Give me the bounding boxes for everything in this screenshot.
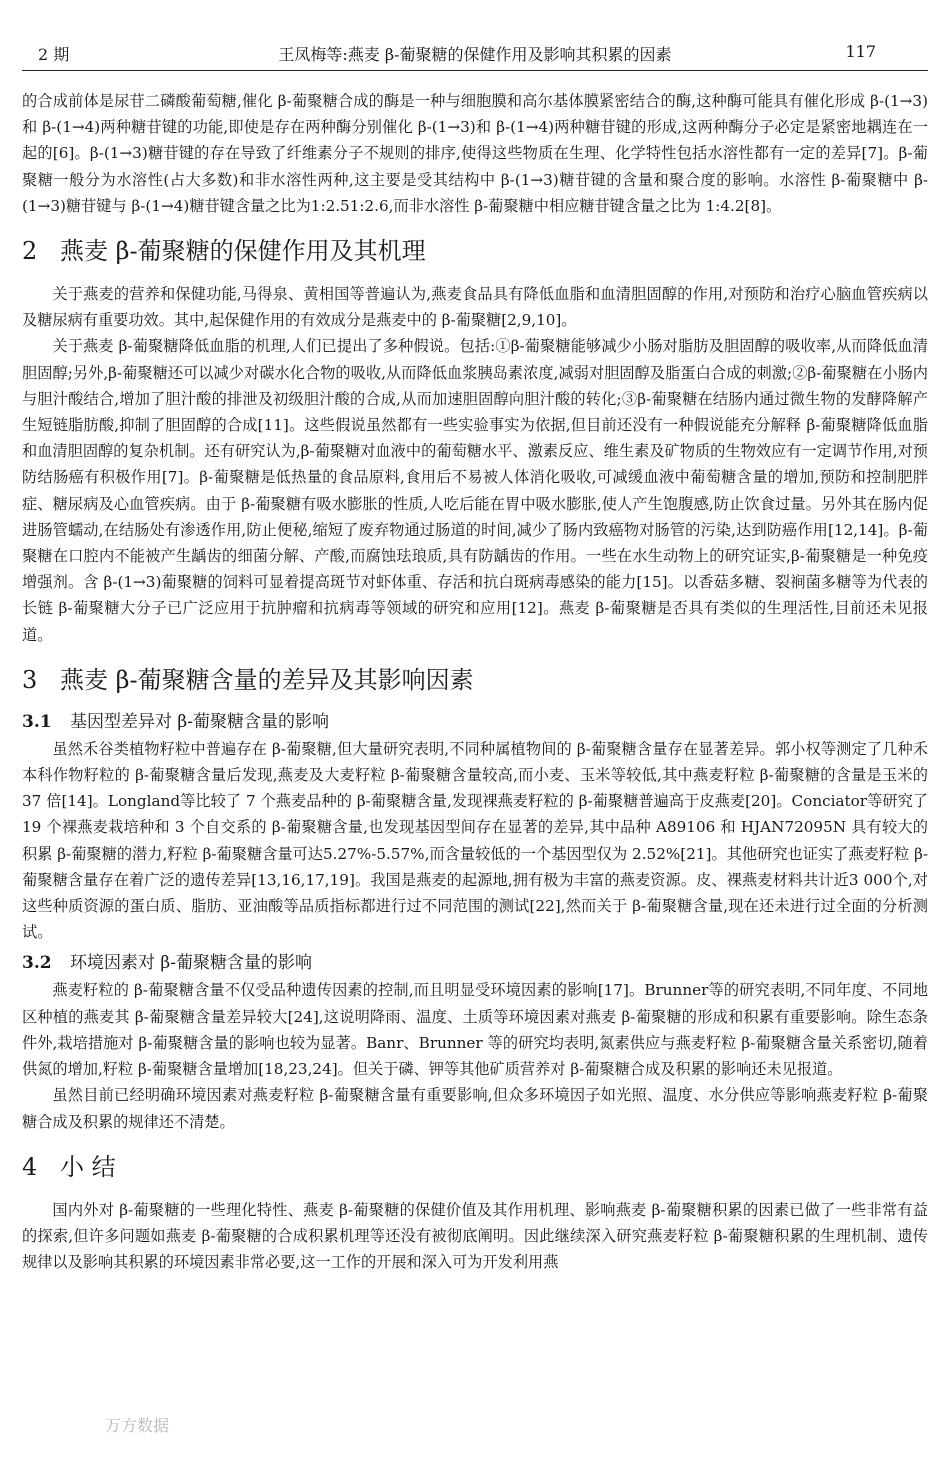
running-header [22,38,928,71]
section-title: 小 结 [60,1152,116,1181]
subsection-number: 3.2 [22,953,52,974]
subsection-3-2-paragraph-1: 燕麦籽粒的 β-葡聚糖含量不仅受品种遗传因素的控制,而且明显受环境因素的影响[17]。Brunner等的研究表明,不同年度、不同地区种植的燕麦其 β-葡聚糖含量差异较大[24],这说明降雨、温度、土质等环境因素对燕麦 β-葡聚糖的形成和积累有重要影响。除生态条件外,栽培措施对 β-葡聚糖含量的影响也较为显著。Banr、Brunner 等的研究均表明,氮素供应与燕麦籽粒 β-葡聚糖含量关系密切,随着供氮的增加,籽粒 β-葡聚糖含量增加[18,23,24]。但关于磷、钾等其他矿质营养对 β-葡聚糖合成及积累的影响还未见报道。 [22,981,928,1079]
section-number: 4 [22,1152,38,1181]
subsection-3-2-heading [22,951,928,975]
subsection-title: 基因型差异对 β-葡聚糖含量的影响 [70,711,329,732]
section-number: 2 [22,237,38,266]
running-title: 王凤梅等:燕麦 β-葡聚糖的保健作用及影响其积累的因素 [278,45,672,64]
section-4-heading [22,1151,928,1183]
section-2-paragraph-1: 关于燕麦的营养和保健功能,马得泉、黄相国等普遍认为,燕麦食品具有降低血脂和血清胆固醇的作用,对预防和治疗心脑血管疾病以及糖尿病有重要功效。其中,起保健作用的有效成分是燕麦中的 β-葡聚糖[2,9,10]。 [22,285,928,330]
section-title: 燕麦 β-葡聚糖含量的差异及其影响因素 [60,665,474,694]
section-number: 3 [22,665,38,694]
section-2-paragraph-2: 关于燕麦 β-葡聚糖降低血脂的机理,人们已提出了多种假说。包括:①β-葡聚糖能够减少小肠对脂肪及胆固醇的吸收率,从而降低血清胆固醇;另外,β-葡聚糖还可以减少对碳水化合物的吸收,从而降低血浆胰岛素浓度,减弱对胆固醇及脂蛋白合成的刺激;②β-葡聚糖在小肠内与胆汁酸结合,增加了胆汁酸的排泄及初级胆汁酸的合成,从而加速胆固醇向胆汁酸的转化;③β-葡聚糖在结肠内通过微生物的发酵降解产生短链脂肪酸,抑制了胆固醇的合成[11]。这些假说虽然都有一些实验事实为依据,但目前还没有一种假说能充分解释 β-葡聚糖降低血脂和血清胆固醇的复杂机制。还有研究认为,β-葡聚糖对血液中的葡萄糖水平、激素反应、维生素及矿物质的生物效应有一定调节作用,对预防结肠癌有积极作用[7]。β-葡聚糖是低热量的食品原料,食用后不易被人体消化吸收,可减缓血液中葡萄糖含量的增加,预防和控制肥胖症、糖尿病及心血管疾病。由于 β-葡聚糖有吸水膨胀的性质,人吃后能在胃中吸水膨胀,使人产生饱腹感,防止饮食过量。另外其在肠内促进肠管蠕动,在结肠处有渗透作用,防止便秘,缩短了废弃物通过肠道的时间,减少了肠内致癌物对肠管的污染,达到防癌作用[12,14]。β-葡聚糖在口腔内不能被产生龋齿的细菌分解、产酸,而腐蚀珐琅质,具有防龋齿的作用。一些在水生动物上的研究证实,β-葡聚糖是一种免疫增强剂。含 β-(1→3)葡聚糖的饲料可显着提高斑节对虾体重、存活和抗白斑病毒感染的能力[15]。以香菇多糖、裂裥菌多糖等为代表的长链 β-葡聚糖大分子已广泛应用于抗肿瘤和抗病毒等领域的研究和应用[12]。燕麦 β-葡聚糖是否具有类似的生理活性,目前还未见报道。 [22,337,928,644]
subsection-3-1-paragraph: 虽然禾谷类植物籽粒中普遍存在 β-葡聚糖,但大量研究表明,不同种属植物间的 β-葡聚糖含量存在显著差异。郭小权等测定了几种禾本科作物籽粒的 β-葡聚糖含量后发现,燕麦及大麦籽粒 β-葡聚糖含量较高,而小麦、玉米等较低,其中燕麦籽粒 β-葡聚糖的含量是玉米的 37 倍[14]。Longland等比较了 7 个燕麦品种的 β-葡聚糖含量,发现裸燕麦籽粒的 β-葡聚糖普遍高于皮燕麦[20]。Conciator等研究了 19 个裸燕麦栽培种和 3 个自交系的 β-葡聚糖含量,也发现基因型间存在显著的差异,其中品种 A89106 和 HJAN72095N 具有较大的积累 β-葡聚糖的潜力,籽粒 β-葡聚糖含量可达5.27%-5.57%,而含量较低的一个基因型仅为 2.52%[21]。其他研究也证实了燕麦籽粒 β-葡聚糖含量存在着广泛的遗传差异[13,16,17,19]。我国是燕麦的起源地,拥有极为丰富的燕麦资源。皮、裸燕麦材料共计近3 000个,对这些种质资源的蛋白质、脂肪、亚油酸等品质指标都进行过不同范围的测试[22],然而关于 β-葡聚糖含量,现在还未进行过全面的分析测试。 [22,739,928,942]
section-3-heading [22,664,928,696]
subsection-3-1-heading [22,710,928,734]
section-4-paragraph: 国内外对 β-葡聚糖的一些理化特性、燕麦 β-葡聚糖的保健价值及其作用机理、影响燕麦 β-葡聚糖积累的因素已做了一些非常有益的探索,但许多问题如燕麦 β-葡聚糖的合成积累机理等还没有被彻底阐明。因此继续深入研究燕麦籽粒 β-葡聚糖积累的生理机制、遗传规律以及影响其积累的环境因素非常必要,这一工作的开展和深入可为开发利用燕 [22,1200,928,1272]
article-body [22,88,928,1275]
subsection-number: 3.1 [22,711,52,732]
section-title: 燕麦 β-葡聚糖的保健作用及其机理 [60,237,426,266]
page-number: 117 [845,42,876,61]
section-2-heading [22,235,928,267]
subsection-3-2-paragraph-2: 虽然目前已经明确环境因素对燕麦籽粒 β-葡聚糖含量有重要影响,但众多环境因子如光照、温度、水分供应等影响燕麦籽粒 β-葡聚糖合成及积累的规律还不清楚。 [22,1086,928,1131]
watermark: 万方数据 [105,1416,170,1435]
intro-paragraph: 的合成前体是尿苷二磷酸葡萄糖,催化 β-葡聚糖合成的酶是一种与细胞膜和高尔基体膜紧密结合的酶,这种酶可能具有催化形成 β-(1→3)和 β-(1→4)两种糖苷键的功能,即使是存在两种酶分别催化 β-(1→3)和 β-(1→4)两种糖苷键的形成,这两种酶分子必定是紧密地耦连在一起的[6]。β-(1→3)糖苷键的存在导致了纤维素分子不规则的排序,使得这些物质在生理、化学特性包括水溶性都有一定的差异[7]。β-葡聚糖一般分为水溶性(占大多数)和非水溶性两种,这主要是受其结构中 β-(1→3)糖苷键的含量和聚合度的影响。水溶性 β-葡聚糖中 β-(1→3)糖苷键与 β-(1→4)糖苷键含量之比为1:2.51:2.6,而非水溶性 β-葡聚糖中相应糖苷键含量之比为 1:4.2[8]。 [22,92,928,215]
subsection-title: 环境因素对 β-葡聚糖含量的影响 [70,953,312,974]
issue-number: 2 期 [38,45,70,64]
